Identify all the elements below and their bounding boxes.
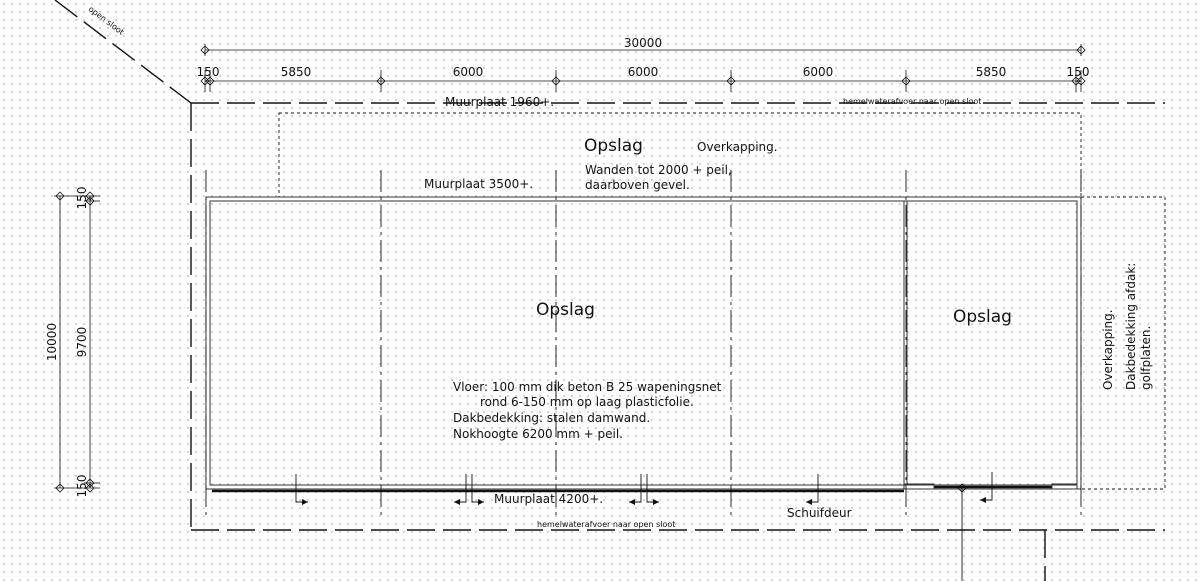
dim-seg-6: 5850: [975, 65, 1007, 79]
ditch-lines: [55, 0, 1165, 581]
dim-height-total: 10000: [45, 322, 59, 362]
main-opslag-label: Opslag: [536, 300, 595, 320]
side-dakbedekking-label: Dakbedekking afdak:: [1124, 262, 1138, 390]
dim-seg-5: 6000: [802, 65, 834, 79]
dim-overall: 30000: [623, 36, 663, 50]
grid-axes: [206, 170, 1081, 520]
muurplaat-bottom-label: Muurplaat 4200+.: [494, 492, 604, 506]
door-arrowheads: [302, 497, 986, 505]
dim-seg-4: 6000: [627, 65, 659, 79]
dim-height-inner: 9700: [75, 326, 89, 358]
dim-seg-2: 5850: [280, 65, 312, 79]
spec-line-2: rond 6-150 mm op laag plasticfolie.: [480, 395, 694, 409]
spec-line-4: Nokhoogte 6200 mm + peil.: [453, 427, 623, 441]
canopy-overkapping-label: Overkapping.: [697, 140, 778, 154]
canopy-opslag-label: Opslag: [584, 136, 643, 156]
right-opslag-label: Opslag: [953, 307, 1012, 327]
building-walls: [206, 197, 1081, 491]
dim-seg-7: 150: [1066, 65, 1090, 79]
spec-line-3: Dakbedekking: stalen damwand.: [453, 411, 651, 425]
dim-height-top: 150: [75, 186, 89, 210]
ditch-label-topleft: open sloot: [86, 4, 126, 37]
side-overkapping-label: Overkapping.: [1101, 309, 1115, 390]
drain-top-label: hemelwaterafvoer naar open sloot: [843, 97, 982, 106]
muurplaat-top-label: Muurplaat 1960+.: [445, 95, 555, 109]
schuifdeur-label: Schuifdeur: [787, 506, 852, 520]
walls-note-line1: Wanden tot 2000 + peil,: [585, 163, 732, 177]
left-dimensions: [45, 187, 100, 498]
dim-height-bottom: 150: [75, 474, 89, 498]
drain-bottom-label: hemelwaterafvoer naar open sloot: [537, 520, 676, 529]
walls-note-line2: daarboven gevel.: [585, 178, 690, 192]
side-golfplaten-label: golfplaten.: [1139, 325, 1153, 390]
muurplaat-3500-label: Muurplaat 3500+.: [424, 177, 534, 191]
dim-seg-3: 6000: [452, 65, 484, 79]
top-dimensions: [197, 36, 1090, 92]
spec-line-1: Vloer: 100 mm dik beton B 25 wapeningsnet: [453, 380, 722, 394]
dim-seg-1: 150: [196, 65, 220, 79]
